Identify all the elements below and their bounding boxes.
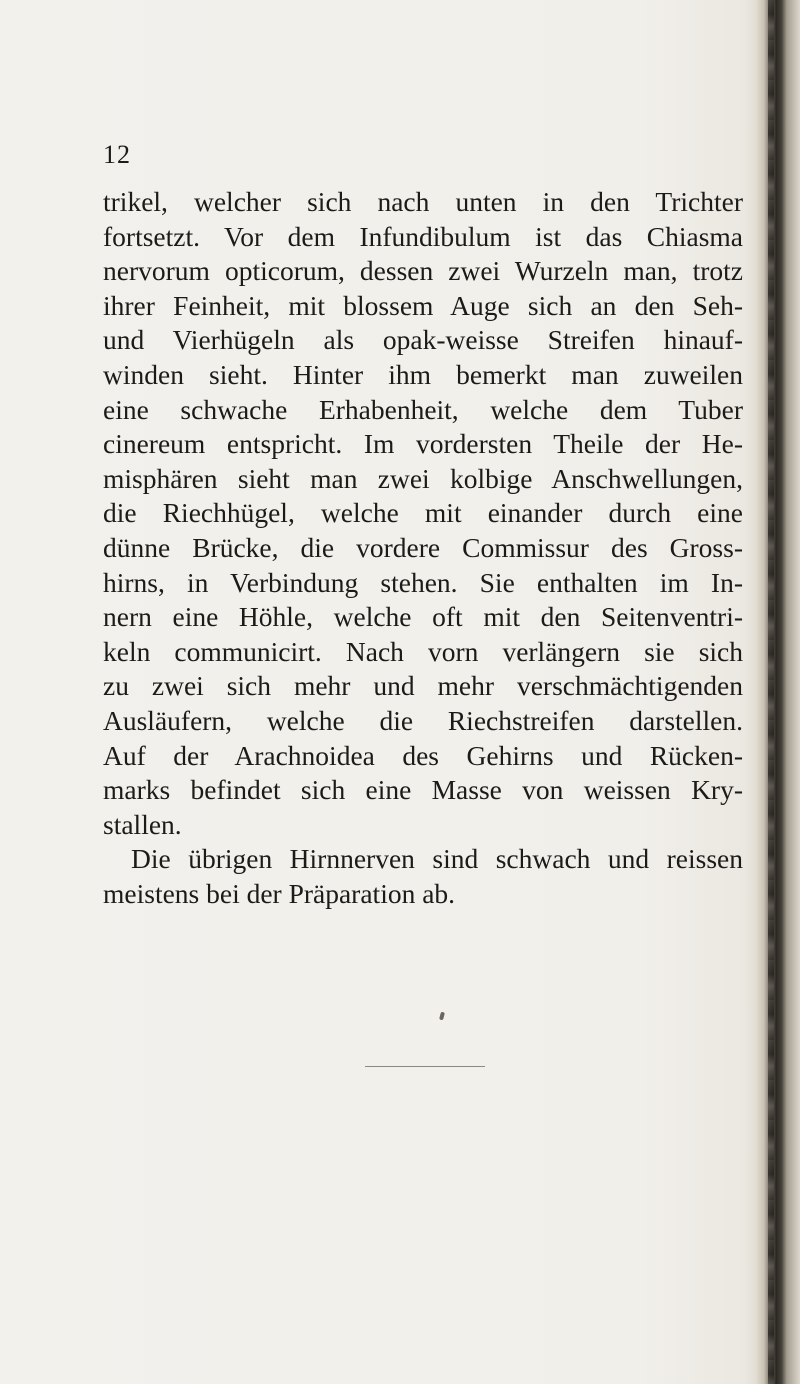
body-text: [103, 185, 743, 911]
text-line: die Riechhügel, welche mit einander durch eine: [103, 497, 743, 529]
text-line: trikel, welcher sich nach unten in den Trichter: [103, 186, 743, 217]
text-line: dünne Brücke, die vordere Commissur des Gross-: [103, 531, 743, 563]
text-line: Ausläufern, welche die Riechstreifen darstellen.: [103, 704, 743, 736]
text-line: zu zwei sich mehr und mehr verschmächtigenden: [103, 670, 743, 702]
text-line: Auf der Arachnoidea des Gehirns und Rücken-: [103, 739, 743, 771]
text-line: marks befindet sich eine Masse von weissen Kry-: [103, 774, 743, 806]
book-binding-edge: [756, 0, 800, 1384]
text-line: fortsetzt. Vor dem Infundibulum ist das Chiasma: [103, 220, 743, 252]
text-line: nern eine Höhle, welche oft mit den Seitenventri-: [103, 601, 743, 633]
text-line: eine schwache Erhabenheit, welche dem Tuber: [103, 393, 743, 425]
text-line: meistens bei der Präparation ab.: [103, 877, 456, 909]
section-rule: [365, 1066, 485, 1067]
text-line: keln communicirt. Nach vorn verlängern sie sich: [103, 635, 743, 667]
page-number: 12: [103, 140, 131, 169]
text-line: stallen.: [103, 808, 182, 840]
text-line: winden sieht. Hinter ihm bemerkt man zuweilen: [103, 358, 743, 390]
ink-speck: [439, 1012, 445, 1021]
text-line: nervorum opticorum, dessen zwei Wurzeln man, trotz: [103, 255, 743, 287]
text-line: Die übrigen Hirnnerven sind schwach und reissen: [131, 843, 743, 875]
text-line: ihrer Feinheit, mit blossem Auge sich an den Seh-: [103, 289, 743, 321]
text-line: hirns, in Verbindung stehen. Sie enthalten im In-: [103, 566, 743, 598]
text-line: misphären sieht man zwei kolbige Anschwellungen,: [103, 462, 743, 494]
text-line: und Vierhügeln als opak-weisse Streifen hinauf-: [103, 324, 743, 356]
text-line: cinereum entspricht. Im vordersten Theile der He-: [103, 428, 743, 460]
